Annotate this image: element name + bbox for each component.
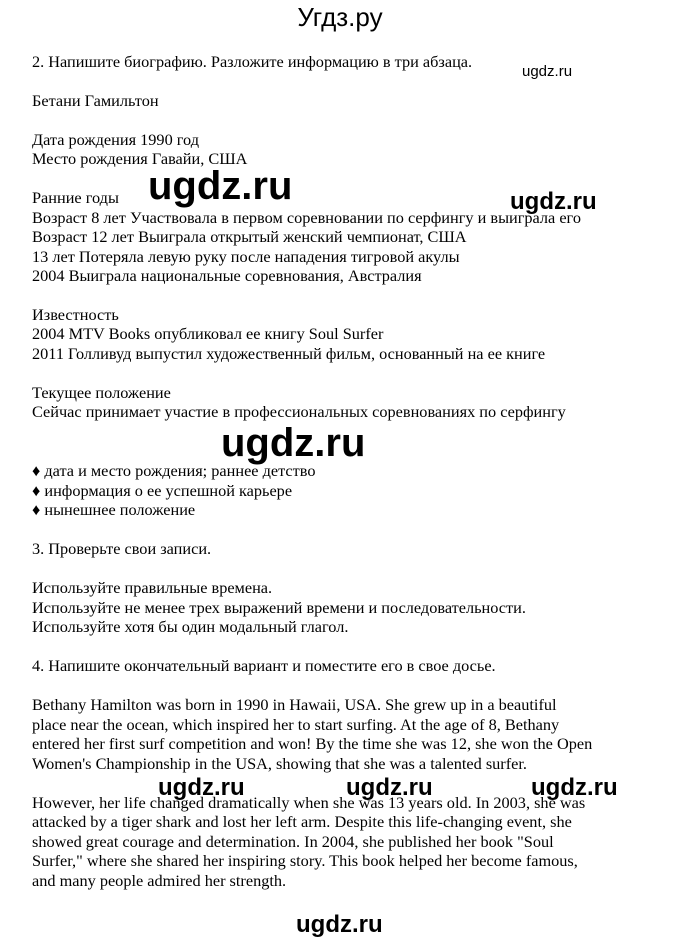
bullet-item: ♦ нынешнее положение [32,500,196,519]
task4-heading: 4. Напишите окончательный вариант и поместите его в свое досье. [32,656,496,675]
watermark: ugdz.ru [510,188,597,215]
essay-line: However, her life changed dramatically when she was 13 years old. In 2003, she was [32,793,586,812]
watermark: ugdz.ru [221,421,366,465]
bullet-item: ♦ дата и место рождения; раннее детство [32,461,316,480]
task3-item: Используйте не менее трех выражений времени и последовательности. [32,598,526,617]
early-years-item: 2004 Выиграла национальные соревнования, Австралия [32,266,422,285]
essay-line: attacked by a tiger shark and lost her left arm. Despite this life-changing event, she [32,812,572,831]
essay-line: Bethany Hamilton was born in 1990 in Hawaii, USA. She grew up in a beautiful [32,695,557,714]
task3-item: Используйте правильные времена. [32,578,273,597]
essay-line: and many people admired her strength. [32,871,287,890]
essay-line: entered her first surf competition and won! By the time she was 12, she won the Open [32,734,593,753]
watermark: ugdz.ru [148,164,293,208]
essay-line: place near the ocean, which inspired her to start surfing. At the age of 8, Bethany [32,715,560,734]
early-years-title: Ранние годы [32,188,119,207]
fame-item: 2004 MTV Books опубликовал ее книгу Soul Surfer [32,324,384,343]
watermark: ugdz.ru [158,774,245,801]
early-years-item: Возраст 8 лет Участвовала в первом соревновании по серфингу и выиграла его [32,208,581,227]
current-title: Текущее положение [32,383,171,402]
watermark: ugdz.ru [296,911,383,938]
watermark: ugdz.ru [531,774,618,801]
fame-title: Известность [32,305,119,324]
birth-place: Место рождения Гавайи, США [32,149,248,168]
birth-date: Дата рождения 1990 год [32,130,200,149]
essay-line: showed great courage and determination. In 2004, she published her book "Soul [32,832,554,851]
watermark: ugdz.ru [346,774,433,801]
task2-heading: 2. Напишите биографию. Разложите информацию в три абзаца. [32,52,473,71]
fame-item: 2011 Голливуд выпустил художественный фильм, основанный на ее книге [32,344,546,363]
task3-item: Используйте хотя бы один модальный глагол. [32,617,349,636]
essay-line: Women's Championship in the USA, showing that she was a talented surfer. [32,754,527,773]
task3-heading: 3. Проверьте свои записи. [32,539,212,558]
watermark: ugdz.ru [522,63,573,80]
current-item: Сейчас принимает участие в профессиональных соревнованиях по серфингу [32,402,566,421]
bullet-item: ♦ информация о ее успешной карьере [32,481,293,500]
bio-name: Бетани Гамильтон [32,91,159,110]
site-title: Угдз.ру [297,2,383,32]
early-years-item: 13 лет Потеряла левую руку после нападения тигровой акулы [32,247,460,266]
essay-line: Surfer," where she shared her inspiring story. This book helped her become famous, [32,851,578,870]
early-years-item: Возраст 12 лет Выиграла открытый женский чемпионат, США [32,227,467,246]
